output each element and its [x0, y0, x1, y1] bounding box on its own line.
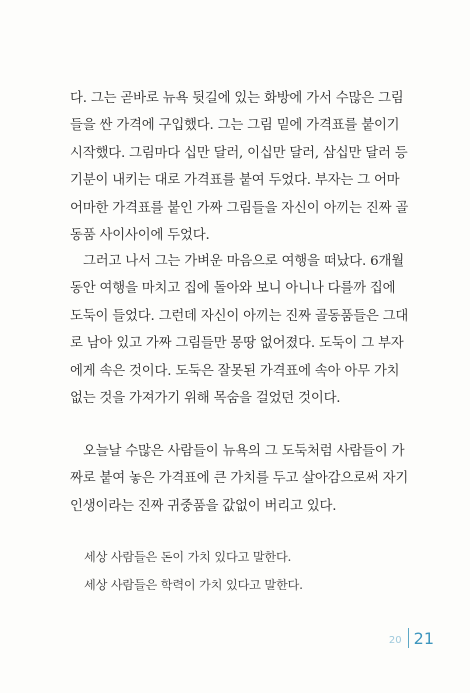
text-line: 동안 여행을 마치고 집에 돌아와 보니 아니나 다를까 집에	[70, 281, 396, 297]
text-line: 다. 그는 곧바로 뉴욕 뒷길에 있는 화방에 가서 수많은 그림	[70, 91, 404, 106]
paragraph-2	[70, 248, 409, 412]
text-line: 어마한 가격표를 붙인 가짜 그림들을 자신이 아끼는 진짜 골	[70, 200, 409, 216]
text-line: 오늘날 수많은 사람들이 뉴욕의 그 도둑처럼 사람들이 가	[83, 444, 405, 459]
quote-lines	[84, 543, 414, 599]
right-page-number: 21	[413, 629, 434, 648]
text-line: 에게 속은 것이다. 도둑은 잘못된 가격표에 속아 아무 가치	[70, 363, 400, 379]
text-line: 동품 사이사이에 두었다.	[70, 228, 210, 244]
quote-line: 세상 사람들은 학력이 가치 있다고 말한다.	[84, 578, 303, 592]
page-number-divider	[408, 628, 409, 648]
text-line: 도둑이 들었다. 그런데 자신이 아끼는 진짜 골동품들은 그대	[70, 308, 409, 324]
page-number	[389, 628, 434, 648]
text-line: 기분이 내키는 대로 가격표를 붙여 두었다. 부자는 그 어마	[70, 173, 400, 189]
left-page-number: 20	[388, 635, 402, 646]
text-line: 그러고 나서 그는 가벼운 마음으로 여행을 떠났다. 6개월	[83, 254, 404, 269]
text-line: 인생이라는 진짜 귀중품을 값없이 버리고 있다.	[70, 498, 337, 514]
text-line: 시작했다. 그림마다 십만 달러, 이십만 달러, 삼십만 달러 등	[70, 145, 408, 161]
quote-line: 세상 사람들은 돈이 가치 있다고 말한다.	[84, 550, 292, 564]
paragraph-1	[70, 85, 409, 249]
text-line: 들을 싼 가격에 구입했다. 그는 그림 밑에 가격표를 붙이기	[70, 118, 400, 134]
text-line: 로 남아 있고 가짜 그림들만 몽땅 없어졌다. 도둑이 그 부자	[70, 336, 404, 352]
paragraph-3	[70, 438, 409, 520]
text-line: 짜로 붙여 놓은 가격표에 큰 가치를 두고 살아감으로써 자기	[70, 471, 409, 487]
text-line: 없는 것을 가져가기 위해 목숨을 걸었던 것이다.	[70, 391, 341, 407]
